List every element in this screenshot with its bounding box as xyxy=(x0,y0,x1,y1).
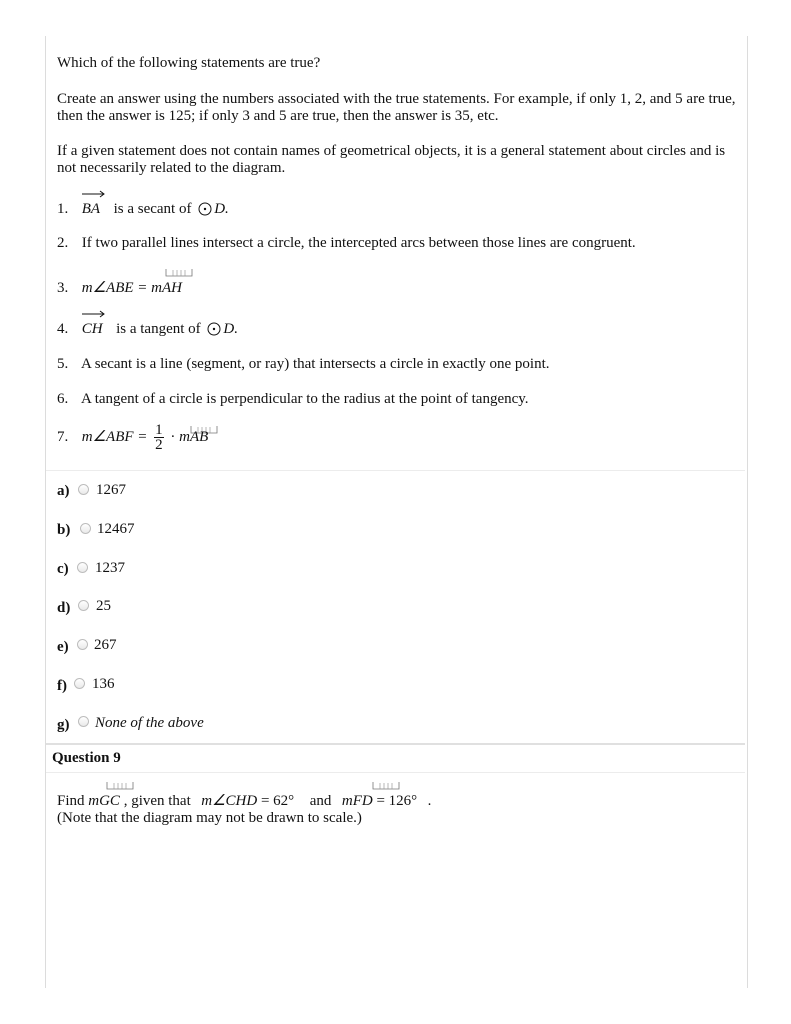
angle-value: = 62° xyxy=(260,793,295,809)
option-c-text[interactable]: 1237 xyxy=(95,560,125,576)
arc-fd: mFD xyxy=(341,793,373,809)
statement-number: 7. xyxy=(57,429,69,445)
statement-5 xyxy=(57,356,550,373)
find-label: Find xyxy=(57,793,85,809)
question-9-prompt xyxy=(57,793,431,810)
angle-chd: m∠CHD xyxy=(201,793,258,809)
option-e-letter: e) xyxy=(57,639,69,655)
statement-text: is a secant of xyxy=(113,201,192,217)
arc-mark-icon xyxy=(165,268,193,277)
angle-expression: m∠ABF = xyxy=(81,429,148,445)
statement-4 xyxy=(57,321,238,338)
circle-name: D. xyxy=(214,201,229,217)
statement-number: 2. xyxy=(57,235,69,251)
option-a-radio[interactable] xyxy=(78,484,89,495)
statement-1 xyxy=(57,201,229,218)
ray-ch: CH xyxy=(82,321,103,338)
circle-name: D. xyxy=(223,321,238,337)
statement-number: 3. xyxy=(57,280,69,296)
question-9-note: (Note that the diagram may not be drawn to scale.) xyxy=(57,810,362,826)
statement-3 xyxy=(57,280,182,297)
statement-6 xyxy=(57,391,529,408)
fraction-one-half: $\frac{1}{2}$ xyxy=(155,422,163,454)
statement-number: 4. xyxy=(57,321,69,337)
question-9-heading: Question 9 xyxy=(52,750,121,766)
option-d-text[interactable]: 25 xyxy=(96,598,111,614)
statement-number: 1. xyxy=(57,201,69,217)
option-a-letter: a) xyxy=(57,483,70,499)
question-instructions: Create an answer using the numbers associated with the true statements. For example, if only 1, 2, and 5 are true, then the answer is 125; if only 3 and 5 are true, then the answer is 35, etc. xyxy=(57,91,736,124)
arc-mark-icon xyxy=(372,781,400,790)
statement-text: If two parallel lines intersect a circle, the intercepted arcs between those lines are congruent. xyxy=(81,235,636,251)
ray-arrow-icon xyxy=(82,310,106,318)
statement-2 xyxy=(57,235,636,252)
question-divider xyxy=(46,743,745,745)
option-g-letter: g) xyxy=(57,717,70,733)
arc-value: = 126° xyxy=(376,793,418,809)
arc-measure: mAH xyxy=(151,280,182,296)
and-label: and xyxy=(309,793,332,809)
option-b-text[interactable]: 12467 xyxy=(97,521,135,537)
option-g-radio[interactable] xyxy=(78,716,89,727)
statement-text: is a tangent of xyxy=(116,321,201,337)
statement-7 xyxy=(57,423,208,452)
option-f-text[interactable]: 136 xyxy=(92,676,115,692)
circle-dot-icon xyxy=(198,202,212,216)
ray-arrow-icon xyxy=(82,190,106,198)
option-c-letter: c) xyxy=(57,561,69,577)
content-frame xyxy=(45,36,748,988)
angle-expression: m∠ABE = xyxy=(81,280,152,296)
option-g-text[interactable]: None of the above xyxy=(95,715,204,731)
option-e-text[interactable]: 267 xyxy=(94,637,117,653)
ray-ba: BA xyxy=(82,201,100,218)
arc-mark-icon xyxy=(106,781,134,790)
statement-text: A tangent of a circle is perpendicular to the radius at the point of tangency. xyxy=(80,391,529,407)
option-a-text[interactable]: 1267 xyxy=(96,482,126,498)
statement-number: 6. xyxy=(57,391,69,407)
option-e-radio[interactable] xyxy=(77,639,88,650)
option-f-radio[interactable] xyxy=(74,678,85,689)
circle-dot-icon xyxy=(207,322,221,336)
option-d-letter: d) xyxy=(57,600,71,616)
statement-text: A secant is a line (segment, or ray) that intersects a circle in exactly one point. xyxy=(80,356,550,372)
question-prompt: Which of the following statements are true? xyxy=(57,55,321,71)
option-f-letter: f) xyxy=(57,678,67,694)
multiply-dot: · xyxy=(170,429,176,445)
option-b-letter: b) xyxy=(57,522,71,538)
arc-measure: mAB xyxy=(179,429,209,445)
given-label: , given that xyxy=(123,793,191,809)
option-b-radio[interactable] xyxy=(80,523,91,534)
question-note: If a given statement does not contain names of geometrical objects, it is a general statement about circles and is not necessarily related to the diagram. xyxy=(57,143,726,176)
option-d-radio[interactable] xyxy=(78,600,89,611)
option-c-radio[interactable] xyxy=(77,562,88,573)
arc-gc: mGC xyxy=(88,793,120,809)
statements-divider xyxy=(46,470,745,471)
statement-number: 5. xyxy=(57,356,69,372)
period: . xyxy=(427,793,432,809)
question-9-header-divider xyxy=(46,772,745,773)
